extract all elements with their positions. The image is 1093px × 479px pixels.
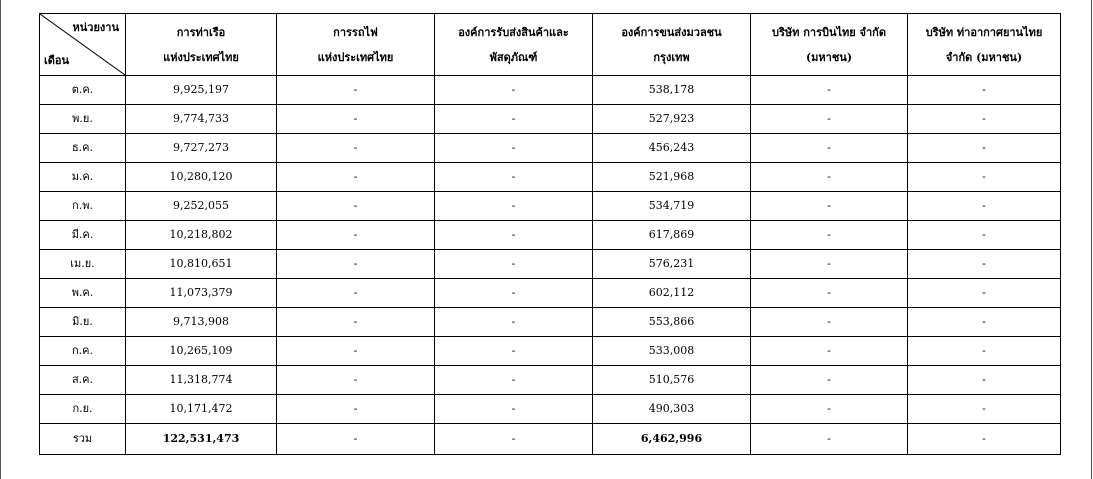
value-cell: - [751,366,908,395]
value-cell: - [908,134,1061,163]
value-cell: - [277,134,435,163]
value-cell: - [435,134,593,163]
value-cell: - [435,337,593,366]
table-row [40,221,1061,250]
value-cell: 576,231 [593,250,751,279]
corner-header-cell [40,14,126,76]
total-value-cell: - [435,424,593,455]
value-cell: - [908,192,1061,221]
column-header-airports-of-thailand [908,14,1061,76]
value-cell: 10,265,109 [126,337,277,366]
total-value-cell: - [277,424,435,455]
value-cell: 9,727,273 [126,134,277,163]
value-cell: - [277,105,435,134]
value-cell: 9,252,055 [126,192,277,221]
column-header-thai-airways [751,14,908,76]
month-cell: ม.ค. [40,163,126,192]
value-cell: 533,008 [593,337,751,366]
month-cell: ธ.ค. [40,134,126,163]
header-line1: การท่าเรือ [176,25,226,39]
table-row [40,366,1061,395]
value-cell: 10,171,472 [126,395,277,424]
value-cell: - [435,279,593,308]
corner-month-label: เดือน [44,54,70,67]
value-cell: - [277,308,435,337]
value-cell: - [908,279,1061,308]
value-cell: - [908,105,1061,134]
value-cell: - [277,221,435,250]
value-cell: - [908,76,1061,105]
total-row [40,424,1061,455]
header-line1: การรถไฟ [333,25,378,39]
value-cell: - [277,337,435,366]
column-header-port-authority [126,14,277,76]
table-row [40,279,1061,308]
month-cell: มิ.ย. [40,308,126,337]
value-cell: 510,576 [593,366,751,395]
value-cell: - [751,308,908,337]
header-line2: (มหาชน) [805,50,853,64]
month-cell: ก.ย. [40,395,126,424]
value-cell: - [277,163,435,192]
total-value-cell: - [751,424,908,455]
value-cell: - [435,395,593,424]
month-cell: พ.ค. [40,279,126,308]
header-line1: บริษัท ท่าอากาศยานไทย [925,25,1043,39]
value-cell: - [751,279,908,308]
value-cell: - [435,366,593,395]
value-cell: 11,318,774 [126,366,277,395]
header-line2: กรุงเทพ [653,50,690,64]
value-cell: - [751,163,908,192]
value-cell: 534,719 [593,192,751,221]
month-cell: มี.ค. [40,221,126,250]
month-cell: พ.ย. [40,105,126,134]
header-row [40,14,1061,76]
header-line1: บริษัท การบินไทย จำกัด [772,25,886,39]
frame-right-edge [1091,0,1092,479]
monthly-data-table [39,13,1061,455]
value-cell: 538,178 [593,76,751,105]
value-cell: - [277,76,435,105]
value-cell: - [908,395,1061,424]
value-cell: - [435,192,593,221]
month-cell: ก.พ. [40,192,126,221]
table-row [40,134,1061,163]
value-cell: - [435,163,593,192]
value-cell: - [277,395,435,424]
value-cell: - [751,221,908,250]
month-cell: ก.ค. [40,337,126,366]
value-cell: 10,810,651 [126,250,277,279]
value-cell: - [908,221,1061,250]
value-cell: - [751,105,908,134]
value-cell: 10,280,120 [126,163,277,192]
value-cell: - [435,250,593,279]
value-cell: - [908,337,1061,366]
column-header-mass-transit [593,14,751,76]
month-cell: เม.ย. [40,250,126,279]
total-value-cell: - [908,424,1061,455]
header-line2: แห่งประเทศไทย [317,50,394,64]
header-line2: จำกัด (มหาชน) [945,50,1023,64]
table-row [40,308,1061,337]
month-cell: ต.ค. [40,76,126,105]
value-cell: - [751,337,908,366]
month-cell: ส.ค. [40,366,126,395]
header-line2: พัสดุภัณฑ์ [489,50,538,64]
value-cell: - [435,76,593,105]
value-cell: - [908,250,1061,279]
value-cell: - [277,192,435,221]
value-cell: 11,073,379 [126,279,277,308]
total-label-cell: รวม [40,424,126,455]
header-line1: องค์การขนส่งมวลชน [621,25,722,39]
value-cell: - [277,366,435,395]
value-cell: - [751,76,908,105]
corner-agency-label: หน่วยงาน [72,21,119,34]
table-row [40,250,1061,279]
value-cell: 602,112 [593,279,751,308]
table-row [40,76,1061,105]
table-row [40,105,1061,134]
value-cell: 456,243 [593,134,751,163]
value-cell: 9,925,197 [126,76,277,105]
table-row [40,337,1061,366]
column-header-railway [277,14,435,76]
table-row [40,395,1061,424]
value-cell: - [751,395,908,424]
frame-left-edge [0,0,1,479]
value-cell: 617,869 [593,221,751,250]
value-cell: - [751,134,908,163]
value-cell: 10,218,802 [126,221,277,250]
value-cell: - [751,250,908,279]
value-cell: - [908,163,1061,192]
header-line1: องค์การรับส่งสินค้าและ [458,25,569,39]
value-cell: 9,713,908 [126,308,277,337]
value-cell: - [435,105,593,134]
value-cell: - [908,366,1061,395]
value-cell: - [435,221,593,250]
column-header-express-transport [435,14,593,76]
value-cell: - [751,192,908,221]
value-cell: 527,923 [593,105,751,134]
value-cell: 9,774,733 [126,105,277,134]
value-cell: 521,968 [593,163,751,192]
total-value-cell: 122,531,473 [126,424,277,455]
value-cell: - [277,279,435,308]
table-row [40,163,1061,192]
total-value-cell: 6,462,996 [593,424,751,455]
value-cell: 553,866 [593,308,751,337]
value-cell: - [908,308,1061,337]
table-row [40,192,1061,221]
value-cell: - [435,308,593,337]
header-line2: แห่งประเทศไทย [163,50,239,64]
value-cell: 490,303 [593,395,751,424]
value-cell: - [277,250,435,279]
